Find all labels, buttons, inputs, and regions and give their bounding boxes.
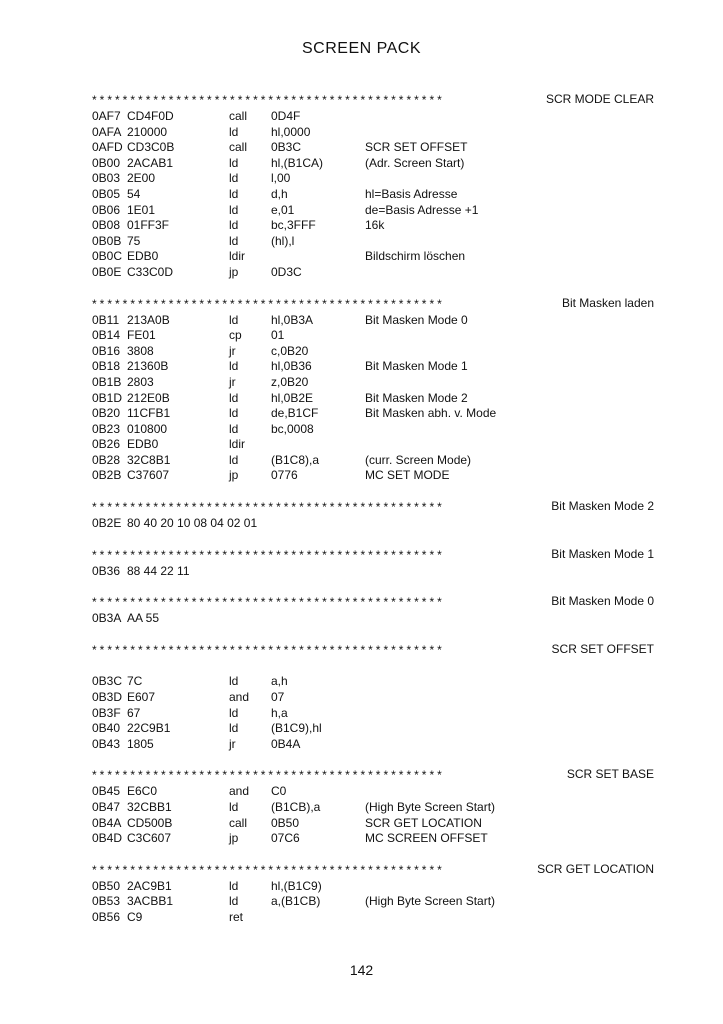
comment: 16k	[365, 218, 385, 233]
code-line	[92, 125, 654, 141]
address: 0B16	[92, 343, 121, 358]
operand: 0B50	[271, 815, 300, 830]
mnemonic: ld	[229, 359, 239, 374]
opcode-bytes: 212E0B	[127, 390, 170, 405]
address: 0B05	[92, 186, 121, 201]
opcode-bytes: 2E00	[127, 171, 156, 186]
opcode-bytes: 3808	[127, 343, 154, 358]
mnemonic: ld	[229, 171, 239, 186]
opcode-bytes: 01FF3F	[127, 218, 170, 233]
code-line	[92, 674, 654, 690]
comment: de=Basis Adresse +1	[365, 202, 479, 217]
mnemonic: ld	[229, 721, 239, 736]
code-line	[92, 313, 654, 329]
code-line	[92, 140, 654, 156]
mnemonic: ld	[229, 390, 239, 405]
address: 0B06	[92, 202, 121, 217]
code-line	[92, 328, 654, 344]
asterisk-divider: **********************************************	[92, 93, 445, 107]
operand: hl,0B3A	[271, 312, 314, 327]
comment: (High Byte Screen Start)	[365, 894, 496, 909]
mnemonic: ld	[229, 233, 239, 248]
section-header	[92, 767, 654, 784]
code-line	[92, 564, 654, 580]
mnemonic: ld	[229, 406, 239, 421]
address: 0B11	[92, 312, 120, 327]
mnemonic: ld	[229, 421, 239, 436]
mnemonic: ld	[229, 452, 239, 467]
mnemonic: call	[229, 815, 248, 830]
mnemonic: jr	[229, 736, 236, 751]
operand: bc,3FFF	[271, 218, 316, 233]
section-title: SCR GET LOCATION	[531, 862, 654, 876]
mnemonic: ld	[229, 674, 239, 689]
address: 0B0B	[92, 233, 122, 248]
code-line	[92, 611, 654, 627]
operand: 07C6	[271, 831, 300, 846]
operand: hl,0B36	[271, 359, 312, 374]
address: 0B20	[92, 406, 121, 421]
code-line	[92, 156, 654, 172]
code-line	[92, 109, 654, 125]
address: 0B3F	[92, 705, 121, 720]
opcode-bytes: 22C9B1	[127, 721, 171, 736]
opcode-bytes: 210000	[127, 124, 168, 139]
comment: (High Byte Screen Start)	[365, 800, 496, 814]
code-line	[92, 437, 654, 453]
opcode-bytes: 32C8B1	[127, 452, 171, 467]
code-line	[92, 659, 654, 675]
listing-section	[92, 547, 654, 580]
mnemonic: cp	[229, 328, 242, 343]
operand: hl,(B1CA)	[271, 155, 324, 170]
code-line	[92, 203, 654, 219]
code-line	[92, 422, 654, 438]
opcode-bytes: 80 40 20 10 08 04 02 01	[127, 516, 258, 531]
code-line	[92, 721, 654, 737]
code-line	[92, 690, 654, 706]
address: 0B47	[92, 800, 121, 814]
address: 0B28	[92, 452, 121, 467]
opcode-bytes: EDB0	[127, 437, 159, 452]
opcode-bytes: C33C0D	[127, 264, 174, 279]
section-header	[92, 547, 654, 564]
mnemonic: ldir	[229, 249, 246, 264]
code-line	[92, 816, 654, 832]
code-line	[92, 879, 654, 895]
operand: c,0B20	[271, 343, 309, 358]
code-line	[92, 234, 654, 250]
opcode-bytes: CD500B	[127, 815, 173, 830]
asterisk-divider: **********************************************	[92, 547, 445, 562]
operand: 0D4F	[271, 109, 301, 123]
address: 0B40	[92, 721, 121, 736]
code-line	[92, 359, 654, 375]
code-line	[92, 894, 654, 910]
comment: hl=Basis Adresse	[365, 186, 458, 201]
mnemonic: ldir	[229, 437, 246, 452]
opcode-bytes: CD3C0B	[127, 140, 175, 155]
code-listing	[92, 92, 654, 941]
address: 0B3A	[92, 611, 122, 626]
code-line	[92, 406, 654, 422]
operand: bc,0008	[271, 421, 314, 436]
operand: (B1CB),a	[271, 800, 321, 814]
address: 0AFA	[92, 124, 122, 139]
operand: a,h	[271, 674, 288, 689]
code-line	[92, 249, 654, 265]
operand: C0	[271, 784, 287, 799]
mnemonic: call	[229, 140, 248, 155]
code-line	[92, 265, 654, 281]
code-line	[92, 706, 654, 722]
code-line	[92, 391, 654, 407]
comment: SCR SET OFFSET	[365, 140, 468, 155]
code-line	[92, 344, 654, 360]
mnemonic: ld	[229, 894, 239, 909]
opcode-bytes: CD4F0D	[127, 109, 174, 123]
section-header	[92, 296, 654, 313]
opcode-bytes: AA 55	[127, 611, 160, 626]
section-title: Bit Masken Mode 0	[545, 594, 654, 608]
operand: a,(B1CB)	[271, 894, 321, 909]
code-line	[92, 453, 654, 469]
address: 0AFD	[92, 140, 123, 155]
address: 0B26	[92, 437, 121, 452]
address: 0B3C	[92, 674, 123, 689]
listing-section	[92, 767, 654, 846]
section-header	[92, 92, 654, 109]
opcode-bytes: C3C607	[127, 831, 172, 846]
operand: hl,0B2E	[271, 390, 314, 405]
address: 0B2E	[92, 516, 122, 531]
listing-section	[92, 642, 654, 753]
operand: l,00	[271, 171, 291, 186]
listing-section	[92, 92, 654, 281]
comment: MC SET MODE	[365, 468, 450, 483]
comment: (curr. Screen Mode)	[365, 452, 472, 467]
section-header	[92, 642, 654, 659]
operand: 0776	[271, 468, 298, 483]
address: 0B50	[92, 878, 121, 893]
comment: Bit Masken Mode 2	[365, 390, 468, 405]
comment: Bit Masken Mode 1	[365, 359, 468, 374]
mnemonic: jp	[229, 468, 239, 483]
code-line	[92, 737, 654, 753]
asterisk-divider: **********************************************	[92, 296, 445, 311]
mnemonic: jp	[229, 831, 239, 846]
comment: Bit Masken abh. v. Mode	[365, 406, 497, 421]
operand: 0B4A	[271, 736, 301, 751]
asterisk-divider: **********************************************	[92, 768, 445, 783]
address: 0B00	[92, 155, 121, 170]
address: 0B0E	[92, 264, 122, 279]
comment: Bildschirm löschen	[365, 249, 466, 264]
mnemonic: ld	[229, 218, 239, 233]
opcode-bytes: E6C0	[127, 784, 158, 799]
section-title: Bit Masken Mode 1	[545, 547, 654, 561]
section-title: SCR MODE CLEAR	[540, 92, 654, 106]
section-title: Bit Masken Mode 2	[545, 499, 654, 513]
mnemonic: ld	[229, 878, 239, 893]
opcode-bytes: 213A0B	[127, 312, 170, 327]
address: 0B4A	[92, 815, 122, 830]
opcode-bytes: 2803	[127, 374, 154, 389]
section-header	[92, 862, 654, 879]
address: 0B14	[92, 328, 121, 343]
operand: de,B1CF	[271, 406, 319, 421]
mnemonic: jp	[229, 264, 239, 279]
page-title: SCREEN PACK	[301, 40, 421, 57]
listing-section	[92, 862, 654, 926]
operand: 0B3C	[271, 140, 302, 155]
code-line	[92, 171, 654, 187]
asterisk-divider: **********************************************	[92, 595, 445, 610]
operand: 0D3C	[271, 264, 302, 279]
code-line	[92, 375, 654, 391]
listing-section	[92, 499, 654, 532]
operand: d,h	[271, 186, 288, 201]
mnemonic: ld	[229, 186, 239, 201]
address: 0B45	[92, 784, 121, 799]
operand: (B1C9),hl	[271, 721, 322, 736]
opcode-bytes: 21360B	[127, 359, 169, 374]
opcode-bytes: 32CBB1	[127, 800, 172, 814]
operand: hl,(B1C9)	[271, 878, 322, 893]
address: 0B53	[92, 894, 121, 909]
page-number: 142	[349, 962, 374, 978]
opcode-bytes: FE01	[127, 328, 156, 343]
opcode-bytes: C37607	[127, 468, 170, 483]
section-header	[92, 594, 654, 611]
mnemonic: ld	[229, 705, 239, 720]
code-line	[92, 800, 654, 816]
asterisk-divider: **********************************************	[92, 862, 445, 877]
code-line	[92, 187, 654, 203]
address: 0B1D	[92, 390, 123, 405]
opcode-bytes: 11CFB1	[127, 406, 171, 421]
address: 0B43	[92, 736, 121, 751]
opcode-bytes: EDB0	[127, 249, 159, 264]
code-line	[92, 910, 654, 926]
operand: hl,0000	[271, 124, 311, 139]
opcode-bytes: E607	[127, 690, 156, 705]
mnemonic: ld	[229, 800, 239, 814]
mnemonic: ret	[229, 909, 244, 924]
section-title: SCR SET OFFSET	[546, 642, 654, 656]
mnemonic: jr	[229, 343, 236, 358]
listing-section	[92, 594, 654, 627]
operand: 01	[271, 328, 285, 343]
operand: z,0B20	[271, 374, 309, 389]
address: 0B2B	[92, 468, 122, 483]
comment: SCR GET LOCATION	[365, 815, 482, 830]
mnemonic: ld	[229, 124, 239, 139]
operand: (B1C8),a	[271, 452, 320, 467]
code-line	[92, 516, 654, 532]
mnemonic: and	[229, 784, 250, 799]
operand: h,a	[271, 705, 288, 720]
listing-section	[92, 296, 654, 485]
address: 0AF7	[92, 109, 121, 123]
code-line	[92, 784, 654, 800]
code-line	[92, 831, 654, 847]
mnemonic: and	[229, 690, 250, 705]
operand: 07	[271, 690, 285, 705]
asterisk-divider: **********************************************	[92, 500, 445, 515]
opcode-bytes: 1E01	[127, 202, 156, 217]
opcode-bytes: 010800	[127, 421, 168, 436]
address: 0B08	[92, 218, 121, 233]
address: 0B4D	[92, 831, 123, 846]
mnemonic: call	[229, 109, 248, 123]
mnemonic: jr	[229, 374, 236, 389]
section-title: Bit Masken laden	[556, 296, 654, 310]
opcode-bytes: 1805	[127, 736, 154, 751]
address: 0B3D	[92, 690, 123, 705]
mnemonic: ld	[229, 202, 239, 217]
address: 0B1B	[92, 374, 122, 389]
section-header	[92, 499, 654, 516]
code-line	[92, 218, 654, 234]
address: 0B18	[92, 359, 121, 374]
comment: Bit Masken Mode 0	[365, 312, 468, 327]
mnemonic: ld	[229, 312, 239, 327]
address: 0B23	[92, 421, 121, 436]
address: 0B36	[92, 563, 121, 578]
opcode-bytes: 67	[127, 705, 141, 720]
asterisk-divider: **********************************************	[92, 642, 445, 657]
opcode-bytes: 2ACAB1	[127, 155, 174, 170]
operand: e,01	[271, 202, 295, 217]
comment: (Adr. Screen Start)	[365, 155, 465, 170]
opcode-bytes: 88 44 22 11	[127, 563, 190, 578]
section-title: SCR SET BASE	[561, 767, 654, 781]
operand: (hl),l	[271, 233, 295, 248]
comment: MC SCREEN OFFSET	[365, 831, 488, 846]
opcode-bytes: 54	[127, 186, 141, 201]
opcode-bytes: 3ACBB1	[127, 894, 174, 909]
address: 0B03	[92, 171, 121, 186]
opcode-bytes: 75	[127, 233, 141, 248]
opcode-bytes: 2AC9B1	[127, 878, 172, 893]
opcode-bytes: 7C	[127, 674, 143, 689]
mnemonic: ld	[229, 155, 239, 170]
address: 0B56	[92, 909, 121, 924]
address: 0B0C	[92, 249, 123, 264]
code-line	[92, 468, 654, 484]
opcode-bytes: C9	[127, 909, 143, 924]
